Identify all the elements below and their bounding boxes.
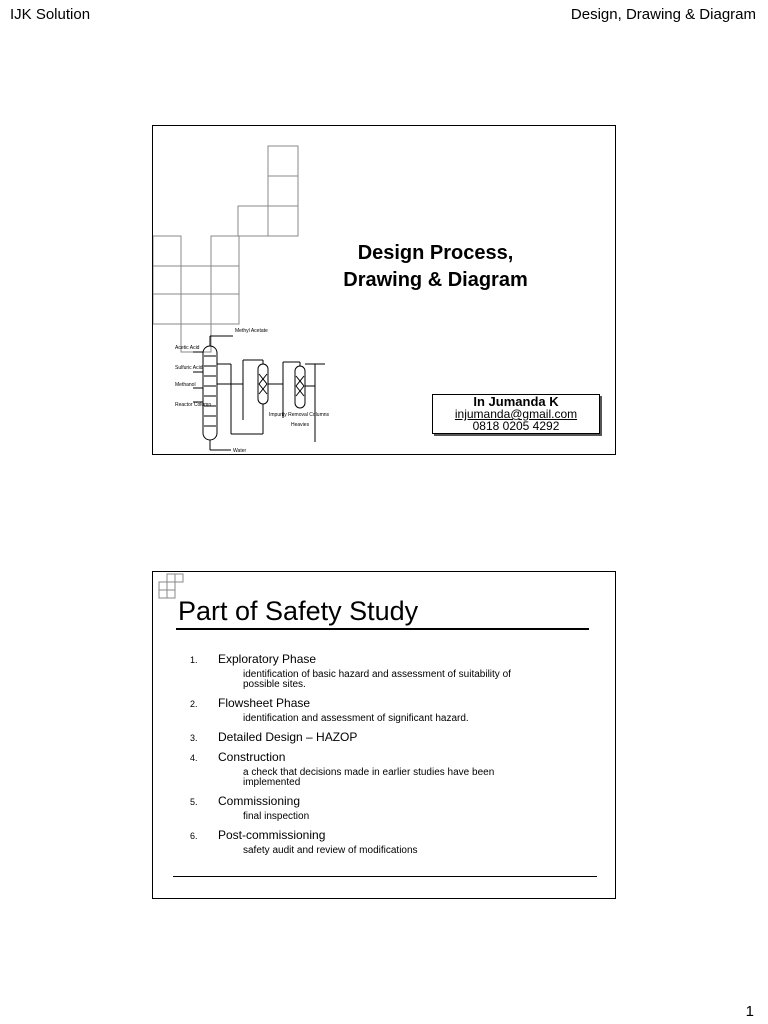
- label-water: Water: [233, 448, 247, 454]
- title-line-1: Design Process,: [357, 242, 514, 264]
- item-label: Flowsheet Phase: [218, 696, 311, 710]
- list-item: [190, 828, 590, 856]
- item-description: identification and assessment of significant hazard.: [243, 713, 469, 724]
- title-slide: [152, 125, 616, 455]
- label-reactor-column: Reactor Column: [175, 402, 212, 408]
- safety-phase-list: [190, 652, 590, 862]
- author-name: In Jumanda K: [473, 394, 559, 409]
- list-item: [190, 696, 590, 724]
- safety-study-slide: [152, 571, 616, 899]
- item-number: 5.: [190, 797, 198, 807]
- item-description: final inspection: [243, 811, 310, 822]
- item-label: Construction: [218, 750, 286, 764]
- bottom-divider: [173, 876, 597, 877]
- item-label: Commissioning: [218, 794, 301, 808]
- item-number: 6.: [190, 831, 198, 841]
- author-email[interactable]: injumanda@gmail.com: [454, 407, 578, 421]
- label-methyl-acetate: Methyl Acetate: [235, 328, 268, 334]
- label-acetic-acid: Acetic Acid: [175, 345, 200, 351]
- slide-title: [313, 240, 558, 294]
- process-flow-diagram: [173, 324, 333, 454]
- title-divider: [176, 628, 589, 630]
- item-number: 1.: [190, 655, 198, 665]
- label-methanol: Methanol: [175, 382, 196, 388]
- title-line-2: Drawing & Diagram: [343, 269, 528, 291]
- item-description: safety audit and review of modifications: [243, 845, 418, 856]
- item-label: Post-commissioning: [218, 828, 326, 842]
- list-item: [190, 750, 590, 788]
- list-item: [190, 730, 590, 744]
- item-description: a check that decisions made in earlier studies have been implemented: [243, 767, 495, 788]
- list-item: [190, 652, 590, 690]
- item-number: 3.: [190, 733, 198, 743]
- contact-box: [432, 394, 600, 434]
- label-impurity-columns: Impurity Removal Columns: [269, 412, 330, 418]
- item-label: Exploratory Phase: [218, 652, 317, 666]
- item-label: Detailed Design – HAZOP: [218, 730, 358, 744]
- label-sulfuric-acid: Sulfuric Acid: [175, 365, 203, 371]
- slide-title: Part of Safety Study: [178, 596, 419, 626]
- header-left: IJK Solution: [10, 6, 91, 23]
- header-right: Design, Drawing & Diagram: [570, 6, 756, 23]
- page-number: 1: [745, 1003, 754, 1020]
- label-heavies: Heavies: [291, 422, 310, 428]
- list-item: [190, 794, 590, 822]
- item-number: 2.: [190, 699, 198, 709]
- item-number: 4.: [190, 753, 198, 763]
- item-description: identification of basic hazard and assessment of suitability of possible sites.: [243, 669, 511, 690]
- author-phone: 0818 0205 4292: [472, 419, 560, 433]
